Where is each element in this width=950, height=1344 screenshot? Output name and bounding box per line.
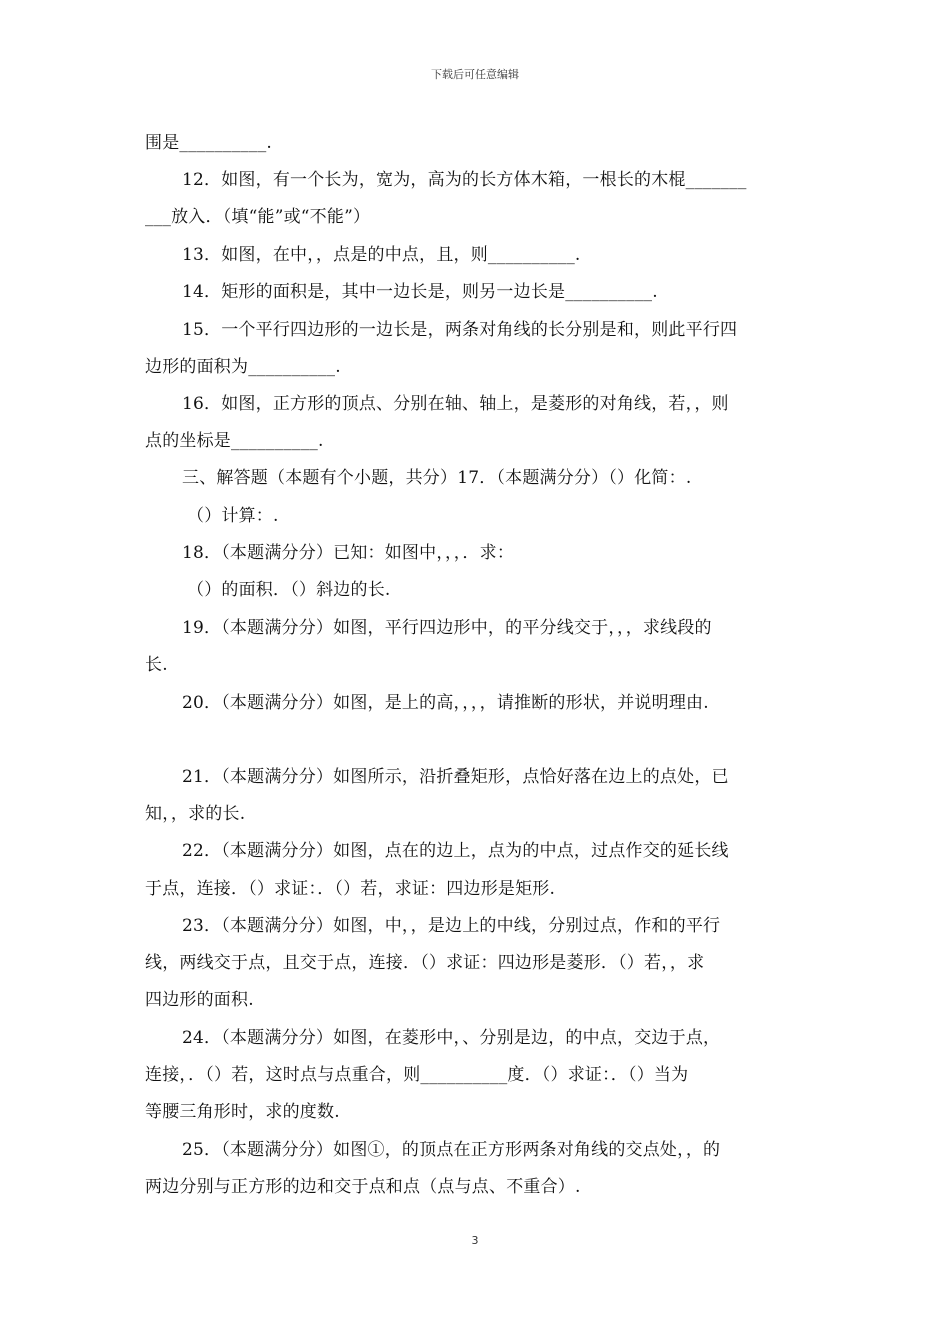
text-line: 15．一个平行四边形的一边长是，两条对角线的长分别是和，则此平行四 xyxy=(182,320,738,340)
text-line: 12．如图，有一个长为，宽为，高为的长方体木箱，一根长的木棍_______ xyxy=(182,170,747,190)
text-line: （）的面积．（）斜边的长. xyxy=(187,580,391,600)
text-line: 18．（本题满分分）已知：如图中，，，．求： xyxy=(182,543,515,563)
page-header: 下载后可任意编辑 xyxy=(431,68,519,81)
text-line: 等腰三角形时，求的度数. xyxy=(145,1102,340,1122)
text-line: 13．如图，在中，，点是的中点，且，则__________. xyxy=(182,245,581,265)
text-line: 14．矩形的面积是，其中一边长是，则另一边长是__________. xyxy=(182,282,658,302)
text-line: 边形的面积为__________. xyxy=(145,357,341,377)
text-line: 23．（本题满分分）如图，中，，是边上的中线，分别过点，作和的平行 xyxy=(182,916,721,936)
text-line: 24．（本题满分分）如图，在菱形中，、分别是边，的中点，交边于点， xyxy=(182,1028,721,1048)
text-line: 三、解答题（本题有个小题，共分）17．（本题满分分）（）化简：. xyxy=(182,468,692,488)
page-number: 3 xyxy=(471,1234,479,1247)
text-line: 19．（本题满分分）如图，平行四边形中，的平分线交于，，，求线段的 xyxy=(182,618,712,638)
text-line: 连接，．（）若，这时点与点重合，则__________度．（）求证：．（）当为 xyxy=(145,1065,689,1085)
text-line: 四边形的面积. xyxy=(145,990,254,1010)
text-line: ___放入．（填“能”或“不能”） xyxy=(145,207,371,227)
text-line: 于点，连接．（）求证：．（）若，求证：四边形是矩形. xyxy=(145,879,556,899)
text-line: 16．如图，正方形的顶点、分别在轴、轴上，是菱形的对角线，若，，则 xyxy=(182,394,729,414)
text-line: 围是__________. xyxy=(145,133,273,153)
text-line: 线，两线交于点，且交于点，连接．（）求证：四边形是菱形．（）若，，求 xyxy=(145,953,705,973)
text-line: 25．（本题满分分）如图①，的顶点在正方形两条对角线的交点处，，的 xyxy=(182,1140,721,1160)
text-line: （）计算：. xyxy=(187,506,279,526)
text-line: 长. xyxy=(145,655,168,675)
text-line: 知，，求的长. xyxy=(145,804,246,824)
text-line: 21．（本题满分分）如图所示，沿折叠矩形，点恰好落在边上的点处，已 xyxy=(182,767,729,787)
text-line: 点的坐标是__________. xyxy=(145,431,324,451)
text-line: 20．（本题满分分）如图，是上的高，，，，请推断的形状，并说明理由. xyxy=(182,693,709,713)
text-line: 两边分别与正方形的边和交于点和点（点与点、不重合）. xyxy=(145,1177,581,1197)
text-line: 22．（本题满分分）如图，点在的边上，点为的中点，过点作交的延长线 xyxy=(182,841,729,861)
